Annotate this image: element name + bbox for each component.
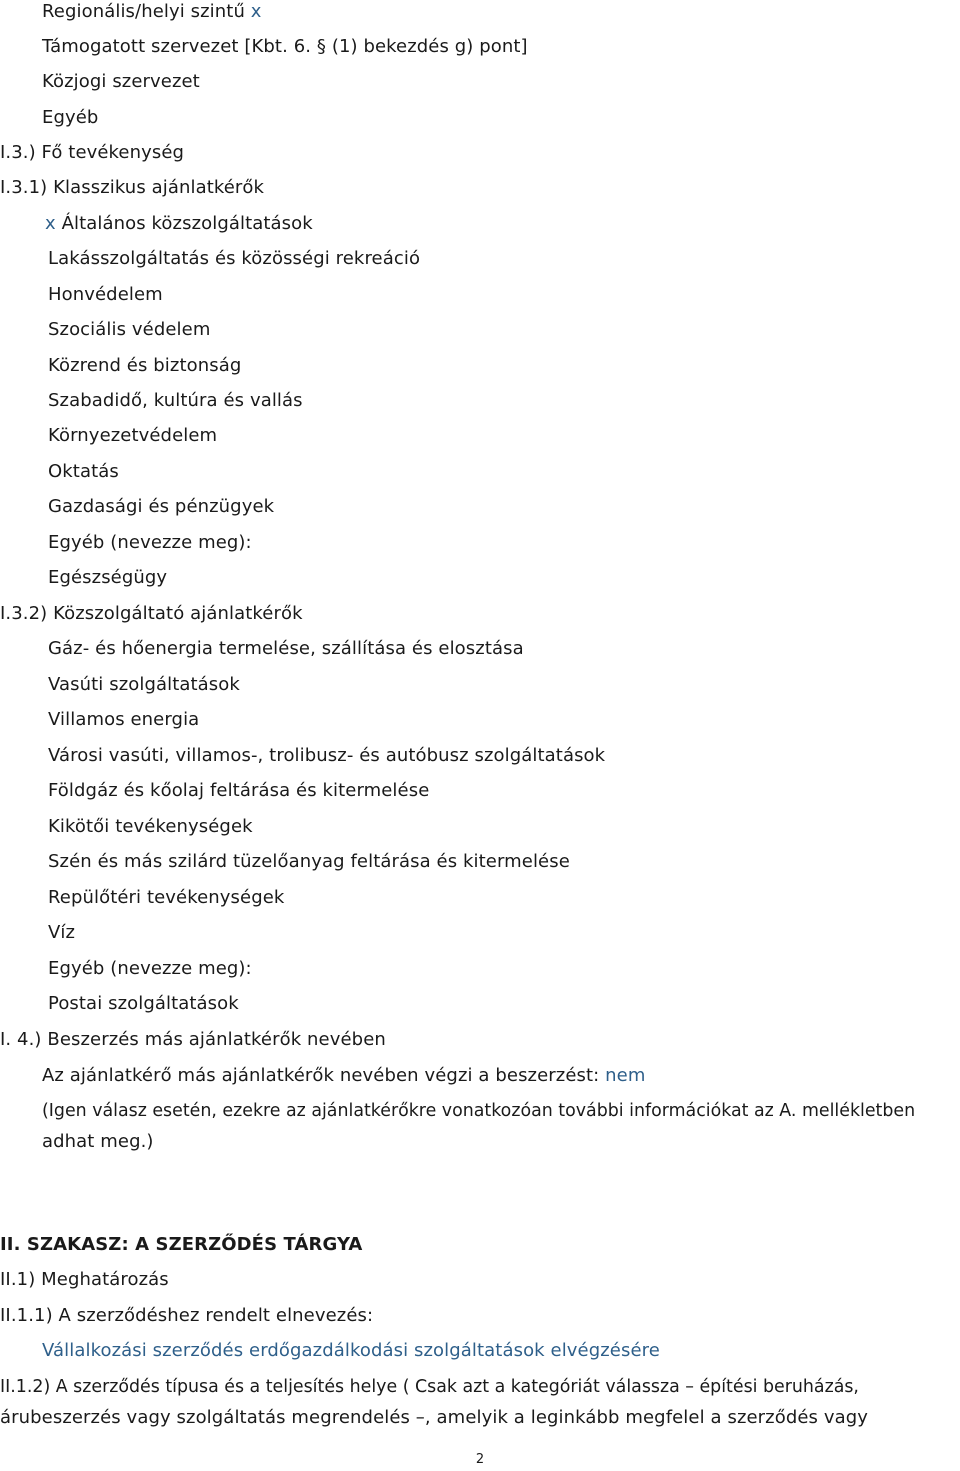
utility-item: Kikötői tevékenységek — [48, 816, 253, 837]
classic-item: Oktatás — [48, 461, 119, 482]
general-public-services-mark: x — [45, 213, 56, 234]
utility-item: Szén és más szilárd tüzelőanyag feltárása és kitermelése — [48, 851, 570, 872]
utility-item: Villamos energia — [48, 709, 200, 730]
regional-level-option: Regionális/helyi szintű x — [42, 1, 262, 22]
other-org-option: Egyéb — [42, 107, 99, 128]
main-activity-heading: I.3.) Fő tevékenység — [0, 142, 185, 163]
utility-item: Gáz- és hőenergia termelése, szállítása és elosztása — [48, 638, 524, 659]
classic-item: Egyéb (nevezze meg): — [48, 532, 252, 553]
on-behalf-note-line2: adhat meg.) — [42, 1131, 154, 1152]
classic-item: Közrend és biztonság — [48, 355, 242, 376]
classic-item: Egészségügy — [48, 567, 168, 588]
utility-item: Repülőtéri tevékenységek — [48, 887, 285, 908]
contract-type-line1: II.1.2) A szerződés típusa és a teljesítés helye ( Csak azt a kategóriát válassza – építési beruházás, — [0, 1377, 859, 1397]
classic-item: Szociális védelem — [48, 319, 211, 340]
classic-contracting-heading: I.3.1) Klasszikus ajánlatkérők — [0, 177, 265, 198]
contract-name-value: Vállalkozási szerződés erdőgazdálkodási szolgáltatások elvégzésére — [42, 1340, 660, 1361]
utility-item: Vasúti szolgáltatások — [48, 674, 240, 695]
on-behalf-answer: nem — [605, 1065, 646, 1086]
classic-item: Lakásszolgáltatás és közösségi rekreáció — [48, 248, 421, 269]
page-number: 2 — [475, 1452, 485, 1467]
classic-item: Honvédelem — [48, 284, 163, 305]
regional-level-mark: x — [250, 1, 262, 22]
utility-item: Egyéb (nevezze meg): — [48, 958, 252, 979]
classic-item: Környezetvédelem — [48, 425, 218, 446]
utility-item: Postai szolgáltatások — [48, 993, 239, 1014]
utility-item: Víz — [48, 922, 76, 943]
classic-item: Szabadidő, kultúra és vallás — [48, 390, 303, 411]
utility-item: Földgáz és kőolaj feltárása és kitermelése — [48, 780, 430, 801]
on-behalf-question: Az ajánlatkérő más ajánlatkérők nevében végzi a beszerzést: nem — [42, 1065, 646, 1086]
on-behalf-heading: I. 4.) Beszerzés más ajánlatkérők nevében — [0, 1029, 386, 1050]
contract-type-line2: árubeszerzés vagy szolgáltatás megrendelés –, amelyik a leginkább megfelel a szerződés vagy — [0, 1407, 868, 1428]
definition-heading: II.1) Meghatározás — [0, 1269, 169, 1290]
classic-item: Gazdasági és pénzügyek — [48, 496, 275, 517]
section-2-title: II. SZAKASZ: A SZERZŐDÉS TÁRGYA — [0, 1234, 363, 1255]
public-law-org-option: Közjogi szervezet — [42, 71, 200, 92]
contract-name-label: II.1.1) A szerződéshez rendelt elnevezés: — [0, 1305, 374, 1326]
general-public-services-option: x Általános közszolgáltatások — [45, 213, 313, 234]
utility-contracting-heading: I.3.2) Közszolgáltató ajánlatkérők — [0, 603, 303, 624]
utility-item: Városi vasúti, villamos-, trolibusz- és autóbusz szolgáltatások — [48, 745, 606, 766]
supported-org-option: Támogatott szervezet [Kbt. 6. § (1) bekezdés g) pont] — [42, 36, 528, 57]
on-behalf-note-line1: (Igen válasz esetén, ezekre az ajánlatkérőkre vonatkozóan további információkat az A. mellékletben — [42, 1101, 916, 1121]
